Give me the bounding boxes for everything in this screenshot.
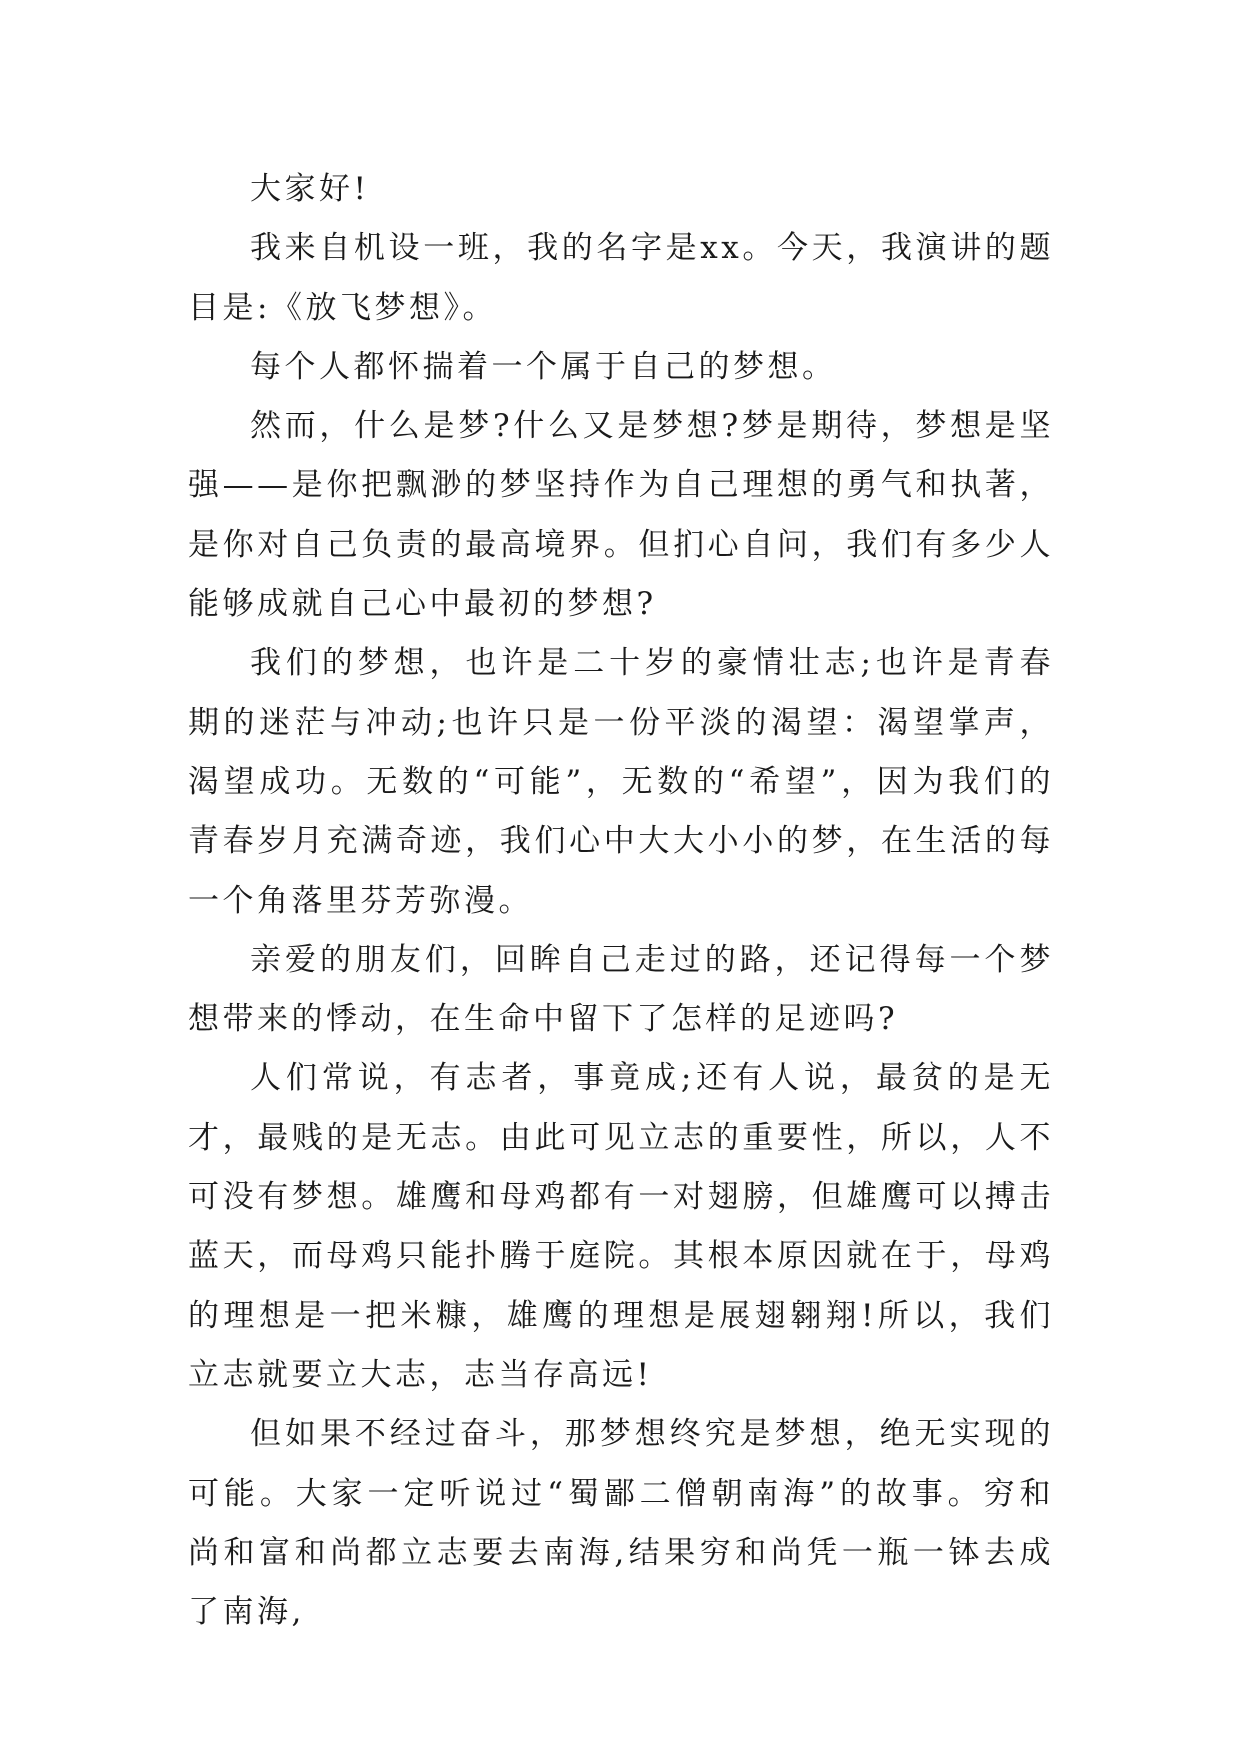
paragraph-introduction: 我来自机设一班，我的名字是xx。今天，我演讲的题目是:《放飞梦想》。 <box>188 230 1054 326</box>
document-page <box>188 160 1054 1642</box>
paragraph-look-back: 亲爱的朋友们，回眸自己走过的路，还记得每一个梦想带来的悸动，在生命中留下了怎样的足迹吗? <box>188 941 1054 1038</box>
paragraph-our-dreams: 我们的梦想，也许是二十岁的豪情壮志;也许是青春期的迷茫与冲动;也许只是一份平淡的渴望：渴望掌声，渴望成功。无数的“可能”，无数的“希望”，因为我们的青春岁月充满奇迹，我们心中大大小小的梦，在生活的每一个角落里芬芳弥漫。 <box>188 645 1054 919</box>
paragraph-struggle: 但如果不经过奋斗，那梦想终究是梦想，绝无实现的可能。大家一定听说过“蜀鄙二僧朝南海”的故事。穷和尚和富和尚都立志要去南海,结果穷和尚凭一瓶一钵去成了南海, <box>188 1416 1054 1631</box>
paragraph-ambition: 人们常说，有志者，事竟成;还有人说，最贫的是无才，最贱的是无志。由此可见立志的重要性，所以，人不可没有梦想。雄鹰和母鸡都有一对翅膀，但雄鹰可以搏击蓝天，而母鸡只能扑腾于庭院。其根本原因就在于，母鸡的理想是一把米糠，雄鹰的理想是展翅翱翔!所以，我们立志就要立大志，志当存高远! <box>188 1060 1054 1393</box>
paragraph-what-is-dream: 然而，什么是梦?什么又是梦想?梦是期待，梦想是坚强——是你把飘渺的梦坚持作为自己理想的勇气和执著，是你对自己负责的最高境界。但扪心自问，我们有多少人能够成就自己心中最初的梦想? <box>188 408 1054 623</box>
paragraph-thesis: 每个人都怀揣着一个属于自己的梦想。 <box>250 348 837 385</box>
paragraph-greeting: 大家好! <box>250 171 370 207</box>
